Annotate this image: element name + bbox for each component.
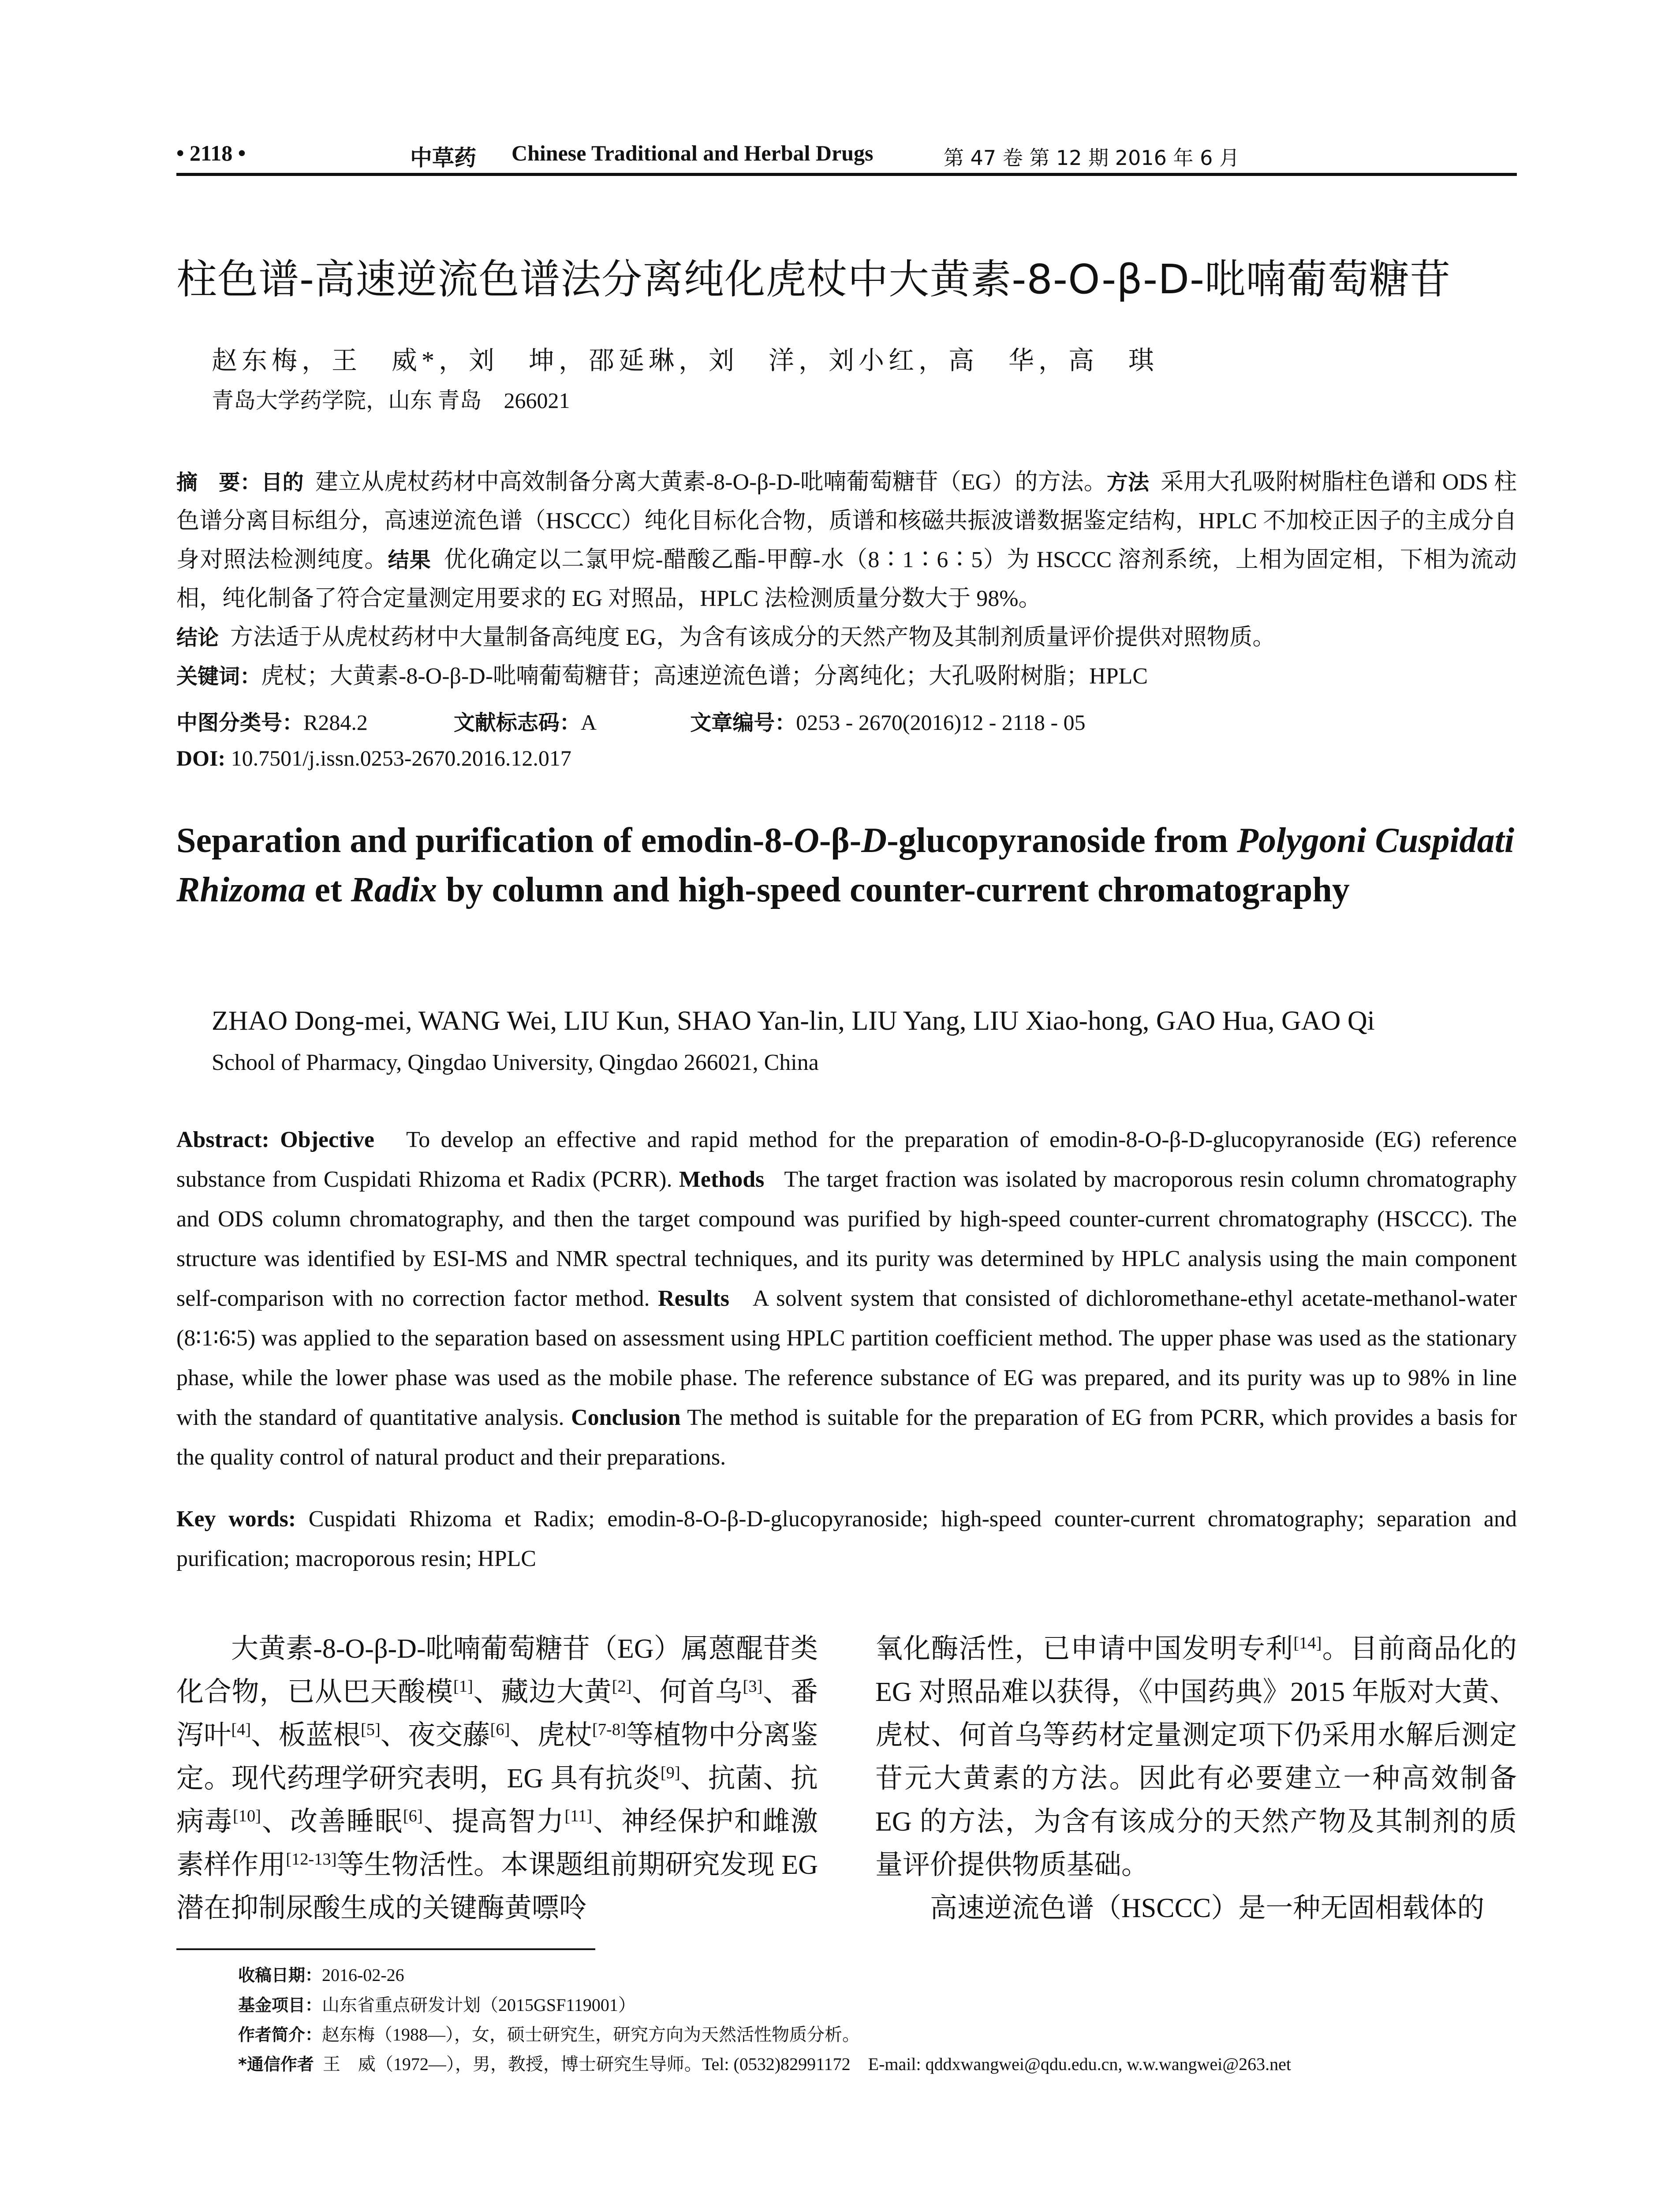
doccode-value: A: [580, 710, 596, 735]
cn-keywords-label: 关键词：: [176, 664, 261, 689]
cn-authors: 赵东梅，王 威*，刘 坤，邵延琳，刘 洋，刘小红，高 华，高 琪: [212, 346, 1159, 375]
cn-objective-label: 目的: [261, 470, 304, 495]
footnote-fund: 基金项目：山东省重点研发计划（2015GSF119001）: [238, 1995, 636, 2015]
cn-abstract: [176, 463, 1517, 696]
en-methods: The target fraction was isolated by macroporous resin column chromatography and ODS column chromatography, and then the target compound was purified by high-speed counter-current chromatography (HSCCC). The structure was identified by ESI-MS and NMR spectral techniques, and its purity was determined by HPLC analysis using the main component self-comparison with no correction factor method.: [176, 1167, 1517, 1311]
body-right-text-2: 高速逆流色谱（HSCCC）是一种无固相载体的: [930, 1893, 1485, 1923]
cn-results: 优化确定以二氯甲烷-醋酸乙酯-甲醇-水（8∶1∶6∶5）为 HSCCC 溶剂系统，上相为固定相，下相为流动相，纯化制备了符合定量测定用要求的 EG 对照品，HPLC 法检测质量分数大于 98%。: [176, 547, 1517, 611]
en-results-label: Results: [658, 1286, 729, 1311]
en-title: Separation and purification of emodin-8-O-β-D-glucopyranoside from Polygoni Cuspidati Rhizoma et Radix by column and high-speed counter-current chromatography: [176, 821, 1515, 909]
header-rule: [176, 173, 1517, 176]
cn-methods-label: 方法: [1106, 470, 1150, 495]
footnote-corresponding: *通信作者 王 威（1972—），男，教授，博士研究生导师。Tel: (0532)82991172 E-mail: qddxwangwei@qdu.edu.cn, w.w.wangwei@263.net: [238, 2054, 1292, 2074]
doi-row: [176, 745, 571, 771]
clc-value: R284.2: [303, 710, 368, 735]
doccode-label: 文献标志码：: [453, 710, 581, 735]
footnote-received: 收稿日期：2016-02-26: [238, 1965, 404, 1985]
en-authors: ZHAO Dong-mei, WANG Wei, LIU Kun, SHAO Yan-lin, LIU Yang, LIU Xiao-hong, GAO Hua, GAO Qi: [212, 1006, 1375, 1036]
en-affiliation: School of Pharmacy, Qingdao University, Qingdao 266021, China: [212, 1050, 819, 1075]
en-results: A solvent system that consisted of dichloromethane-ethyl acetate-methanol-water (8∶1∶6∶5) was applied to the separation based on assessment using HPLC partition coefficient method. The upper phase was used as the stationary phase, while the lower phase was used as the mobile phase. The reference substance of EG was prepared, and its purity was up to 98% in line with the standard of quantitative analysis.: [176, 1286, 1517, 1430]
body-left-column: [176, 1627, 818, 1930]
cn-title: 柱色谱-高速逆流色谱法分离纯化虎杖中大黄素-8-O-β-D-吡喃葡萄糖苷: [176, 256, 1451, 303]
cn-abstract-label: 摘 要：: [176, 470, 261, 495]
cn-conclusion-label: 结论: [176, 625, 219, 650]
cn-classification-row: [176, 706, 1086, 736]
cn-objective: 建立从虎杖药材中高效制备分离大黄素-8-O-β-D-吡喃葡萄糖苷（EG）的方法。: [315, 470, 1107, 495]
journal-cn-name: 中草药: [410, 145, 476, 171]
en-objective-label: Objective: [280, 1127, 374, 1152]
en-methods-label: Methods: [679, 1167, 765, 1192]
clc-label: 中图分类号：: [176, 710, 304, 735]
footnote-author: 作者简介：赵东梅（1988—），女，硕士研究生，研究方向为天然活性物质分析。: [238, 2025, 860, 2044]
cn-keywords: 虎杖；大黄素-8-O-β-D-吡喃葡萄糖苷；高速逆流色谱；分离纯化；大孔吸附树脂；HPLC: [261, 664, 1148, 689]
body-right-text-1: 氧化酶活性，已申请中国发明专利[14]。目前商品化的 EG 对照品难以获得，《中国药典》2015 年版对大黄、虎杖、何首乌等药材定量测定项下仍采用水解后测定苷元大黄素的方法。因此有必要建立一种高效制备 EG 的方法，为含有该成分的天然产物及其制剂的质量评价提供物质基础。: [875, 1633, 1517, 1880]
body-right-column: [875, 1627, 1517, 1930]
doi-label: DOI:: [176, 746, 226, 770]
article-no-value: 0253 - 2670(2016)12 - 2118 - 05: [796, 710, 1086, 735]
issue-info: 第 47 卷 第 12 期 2016 年 6 月: [944, 146, 1239, 170]
en-abstract: [176, 1120, 1517, 1477]
en-keywords-label: Key words:: [176, 1506, 296, 1532]
en-objective: To develop an effective and rapid method for the preparation of emodin-8-O-β-D-glucopyranoside (EG) reference substance from Cuspidati Rhizoma et Radix (PCRR).: [176, 1127, 1517, 1192]
journal-en-name: Chinese Traditional and Herbal Drugs: [511, 141, 874, 165]
page-number: • 2118 •: [176, 141, 246, 165]
cn-methods: 采用大孔吸附树脂柱色谱和 ODS 柱色谱分离目标组分，高速逆流色谱（HSCCC）纯化目标化合物，质谱和核磁共振波谱数据鉴定结构，HPLC 不加校正因子的主成分自身对照法检测纯度。: [176, 470, 1517, 572]
en-keywords-value: Cuspidati Rhizoma et Radix; emodin-8-O-β-D-glucopyranoside; high-speed counter-current chromatography; separation and purification; macroporous resin; HPLC: [176, 1506, 1517, 1571]
cn-conclusion: 方法适于从虎杖药材中大量制备高纯度 EG，为含有该成分的天然产物及其制剂质量评价提供对照物质。: [230, 625, 1276, 650]
en-keywords: [176, 1499, 1517, 1579]
cn-results-label: 结果: [388, 548, 432, 572]
article-no-label: 文章编号：: [690, 710, 796, 735]
en-conclusion: The method is suitable for the preparation of EG from PCRR, which provides a basis for the quality control of natural product and their preparations.: [176, 1405, 1517, 1470]
en-conclusion-label: Conclusion: [571, 1405, 681, 1430]
body-left-text: 大黄素-8-O-β-D-吡喃葡萄糖苷（EG）属蒽醌苷类化合物，已从巴天酸模[1]、藏边大黄[2]、何首乌[3]、番泻叶[4]、板蓝根[5]、夜交藤[6]、虎杖[7-8]等植物中分离鉴定。现代药理学研究表明，EG 具有抗炎[9]、抗菌、抗病毒[10]、改善睡眠[6]、提高智力[11]、神经保护和雌激素样作用[12-13]等生物活性。本课题组前期研究发现 EG 潜在抑制尿酸生成的关键酶黄嘌呤: [176, 1634, 818, 1923]
en-abstract-label: Abstract:: [176, 1127, 269, 1152]
footnote-rule: [176, 1948, 595, 1950]
cn-affiliation: 青岛大学药学院，山东 青岛 266021: [212, 388, 570, 413]
doi-value: 10.7501/j.issn.0253-2670.2016.12.017: [231, 746, 571, 770]
